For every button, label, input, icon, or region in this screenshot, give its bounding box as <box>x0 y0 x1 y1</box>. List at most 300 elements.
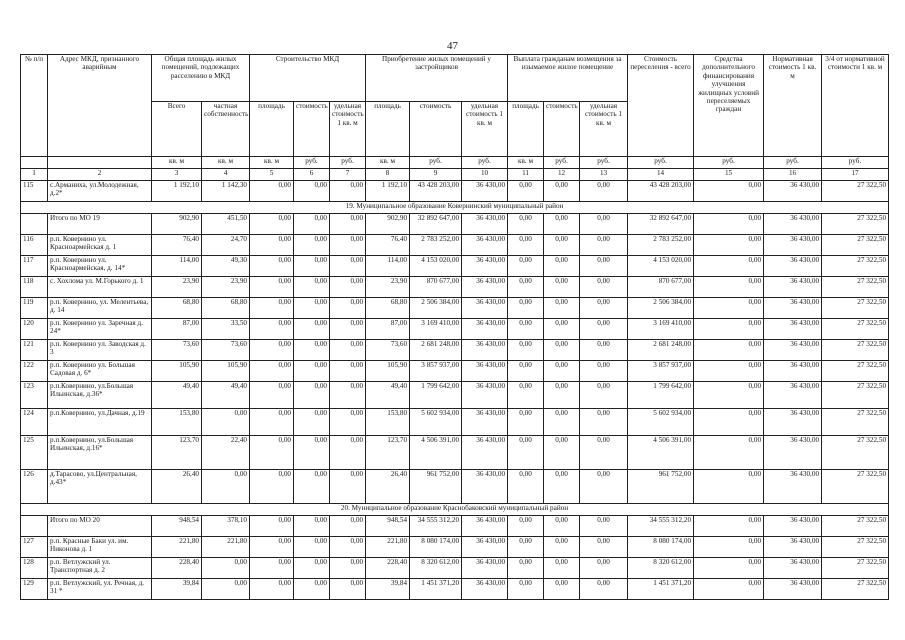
table-row <box>21 558 889 579</box>
value-cell: 36 430,00 <box>462 181 508 202</box>
value-cell: 0,00 <box>694 382 764 409</box>
value-cell: 34 555 312,20 <box>628 516 694 537</box>
column-number-cell: 2 <box>48 169 152 181</box>
address-cell: с. Хохлома ул. М.Горького д. 1 <box>48 277 152 298</box>
value-cell: 0,00 <box>694 319 764 340</box>
table-row <box>21 181 889 202</box>
column-number-cell: 14 <box>628 169 694 181</box>
page-number: 47 <box>447 40 458 52</box>
value-cell: 0,00 <box>508 235 544 256</box>
value-cell: 36 430,00 <box>462 436 508 470</box>
header-extra-funding: Средства дополнительного финансирования улучшения жилищных условий переселяемых граждан <box>694 55 764 157</box>
value-cell: 27 322,50 <box>822 361 889 382</box>
value-cell: 961 752,00 <box>410 470 462 504</box>
value-cell: 3 169 410,00 <box>410 319 462 340</box>
value-cell: 36 430,00 <box>764 361 822 382</box>
value-cell: 27 322,50 <box>822 409 889 436</box>
column-number-cell: 13 <box>580 169 628 181</box>
value-cell: 0,00 <box>330 382 366 409</box>
value-cell: 0,00 <box>250 470 294 504</box>
value-cell: 36 430,00 <box>764 516 822 537</box>
value-cell: 961 752,00 <box>628 470 694 504</box>
header-address: Адрес МКД, признанного аварийным <box>48 55 152 157</box>
value-cell: 36 430,00 <box>462 277 508 298</box>
address-cell: р.п. Ковернино, ул. Мелентьева, д. 14 <box>48 298 152 319</box>
value-cell: 0,00 <box>508 436 544 470</box>
header-number: № п/п <box>21 55 48 157</box>
value-cell: 22,40 <box>202 436 250 470</box>
address-cell: р.п. Ковернино ул. Красноармейская, д. 14* <box>48 256 152 277</box>
value-cell: 123,70 <box>152 436 202 470</box>
value-cell: 0,00 <box>694 214 764 235</box>
value-cell: 36 430,00 <box>764 235 822 256</box>
value-cell: 0,00 <box>508 319 544 340</box>
value-cell: 36 430,00 <box>462 235 508 256</box>
value-cell: 36 430,00 <box>462 470 508 504</box>
value-cell: 0,00 <box>544 340 580 361</box>
value-cell: 27 322,50 <box>822 319 889 340</box>
value-cell: 5 602 934,00 <box>410 409 462 436</box>
value-cell: 0,00 <box>250 537 294 558</box>
column-number-cell: 1 <box>21 169 48 181</box>
table-row <box>21 579 889 600</box>
value-cell: 27 322,50 <box>822 181 889 202</box>
resettlement-table-sheet <box>20 54 888 600</box>
table-body <box>21 181 889 600</box>
value-cell: 0,00 <box>694 516 764 537</box>
value-cell: 8 320 612,00 <box>628 558 694 579</box>
value-cell: 0,00 <box>508 214 544 235</box>
column-numbers-row <box>21 169 889 181</box>
value-cell: 0,00 <box>508 382 544 409</box>
value-cell: 0,00 <box>508 256 544 277</box>
column-number-cell: 5 <box>250 169 294 181</box>
value-cell: 0,00 <box>508 340 544 361</box>
unit-cell: руб. <box>694 157 764 169</box>
value-cell: 0,00 <box>580 409 628 436</box>
value-cell: 27 322,50 <box>822 277 889 298</box>
unit-cell: руб. <box>764 157 822 169</box>
value-cell: 27 322,50 <box>822 516 889 537</box>
value-cell: 0,00 <box>580 516 628 537</box>
unit-cell <box>21 157 48 169</box>
value-cell: 0,00 <box>580 436 628 470</box>
column-number-cell: 10 <box>462 169 508 181</box>
value-cell: 3 857 937,00 <box>628 361 694 382</box>
subheader-payout-unit-cost: удельная стоимость 1 кв. м <box>580 102 628 157</box>
value-cell: 36 430,00 <box>764 579 822 600</box>
unit-cell: руб. <box>462 157 508 169</box>
value-cell: 68,80 <box>366 298 410 319</box>
address-cell: р.п. Ветлужский, ул. Речная, д. 31 * <box>48 579 152 600</box>
row-number-cell: 128 <box>21 558 48 579</box>
value-cell: 36 430,00 <box>462 256 508 277</box>
value-cell: 36 430,00 <box>764 436 822 470</box>
value-cell: 36 430,00 <box>764 558 822 579</box>
value-cell: 4 506 391,00 <box>410 436 462 470</box>
value-cell: 0,00 <box>330 537 366 558</box>
table-row <box>21 436 889 470</box>
address-cell: р.п. Ковернино ул. Красноармейская д. 1 <box>48 235 152 256</box>
value-cell: 36 430,00 <box>462 298 508 319</box>
value-cell: 49,40 <box>366 382 410 409</box>
unit-cell: руб. <box>822 157 889 169</box>
value-cell: 1 451 371,20 <box>628 579 694 600</box>
column-number-cell: 12 <box>544 169 580 181</box>
value-cell: 1 451 371,20 <box>410 579 462 600</box>
value-cell: 36 430,00 <box>462 382 508 409</box>
value-cell: 36 430,00 <box>462 558 508 579</box>
value-cell: 36 430,00 <box>764 409 822 436</box>
value-cell: 0,00 <box>250 256 294 277</box>
value-cell: 0,00 <box>544 256 580 277</box>
value-cell: 0,00 <box>508 470 544 504</box>
address-cell: с.Арманиха, ул.Молодежная, д.2* <box>48 181 152 202</box>
value-cell: 4 153 020,00 <box>410 256 462 277</box>
value-cell: 8 080 174,00 <box>628 537 694 558</box>
header-cost-total: Стоимость переселения - всего <box>628 55 694 157</box>
value-cell: 0,00 <box>250 319 294 340</box>
value-cell: 0,00 <box>544 436 580 470</box>
value-cell: 73,60 <box>152 340 202 361</box>
value-cell: 36 430,00 <box>764 470 822 504</box>
row-number-cell: 123 <box>21 382 48 409</box>
section-row <box>21 202 889 214</box>
value-cell: 1 142,30 <box>202 181 250 202</box>
value-cell: 36 430,00 <box>462 361 508 382</box>
value-cell: 228,40 <box>152 558 202 579</box>
value-cell: 27 322,50 <box>822 382 889 409</box>
subheader-private: частная собственность <box>202 102 250 157</box>
value-cell: 0,00 <box>544 516 580 537</box>
value-cell: 451,50 <box>202 214 250 235</box>
value-cell: 0,00 <box>294 319 330 340</box>
row-number-cell: 129 <box>21 579 48 600</box>
value-cell: 0,00 <box>580 319 628 340</box>
value-cell: 0,00 <box>544 214 580 235</box>
value-cell: 0,00 <box>694 436 764 470</box>
column-number-cell: 4 <box>202 169 250 181</box>
unit-cell: кв. м <box>202 157 250 169</box>
header-purchase: Приобретение жилых помещений у застройщиков <box>366 55 508 102</box>
value-cell: 36 430,00 <box>764 256 822 277</box>
table-row <box>21 256 889 277</box>
value-cell: 36 430,00 <box>462 537 508 558</box>
value-cell: 0,00 <box>202 470 250 504</box>
value-cell: 0,00 <box>544 277 580 298</box>
value-cell: 0,00 <box>544 361 580 382</box>
value-cell: 49,40 <box>152 382 202 409</box>
unit-cell: кв. м <box>508 157 544 169</box>
unit-cell: кв. м <box>152 157 202 169</box>
value-cell: 68,80 <box>152 298 202 319</box>
address-cell: р.п. Красные Баки ул. им. Никонова д. 1 <box>48 537 152 558</box>
value-cell: 0,00 <box>694 298 764 319</box>
table-header <box>21 55 889 181</box>
unit-cell: руб. <box>628 157 694 169</box>
value-cell: 0,00 <box>580 340 628 361</box>
value-cell: 27 322,50 <box>822 256 889 277</box>
row-number-cell: 119 <box>21 298 48 319</box>
value-cell: 0,00 <box>294 436 330 470</box>
header-three-quarter-cost: 3/4 от нормативной стоимости 1 кв. м <box>822 55 889 157</box>
value-cell: 0,00 <box>508 537 544 558</box>
value-cell: 36 430,00 <box>764 277 822 298</box>
value-cell: 0,00 <box>330 298 366 319</box>
value-cell: 0,00 <box>508 361 544 382</box>
row-number-cell: 121 <box>21 340 48 361</box>
value-cell: 1 799 642,00 <box>410 382 462 409</box>
address-cell: р.п.Ковернино, ул.Большая Ильинская, д.36* <box>48 382 152 409</box>
value-cell: 36 430,00 <box>764 319 822 340</box>
value-cell: 0,00 <box>202 558 250 579</box>
value-cell: 123,70 <box>366 436 410 470</box>
value-cell: 68,80 <box>202 298 250 319</box>
value-cell: 0,00 <box>580 382 628 409</box>
value-cell: 0,00 <box>694 409 764 436</box>
value-cell: 36 430,00 <box>462 214 508 235</box>
column-number-cell: 16 <box>764 169 822 181</box>
table-row <box>21 516 889 537</box>
value-cell: 0,00 <box>294 340 330 361</box>
value-cell: 0,00 <box>330 181 366 202</box>
value-cell: 0,00 <box>294 537 330 558</box>
value-cell: 0,00 <box>580 256 628 277</box>
value-cell: 43 428 203,00 <box>628 181 694 202</box>
subheader-purchase-unit-cost: удельная стоимость 1 кв. м <box>462 102 508 157</box>
value-cell: 0,00 <box>508 579 544 600</box>
value-cell: 0,00 <box>694 235 764 256</box>
value-cell: 26,40 <box>152 470 202 504</box>
column-number-cell: 3 <box>152 169 202 181</box>
value-cell: 36 430,00 <box>462 340 508 361</box>
value-cell: 33,50 <box>202 319 250 340</box>
value-cell: 0,00 <box>294 277 330 298</box>
row-number-cell: 116 <box>21 235 48 256</box>
value-cell: 27 322,50 <box>822 340 889 361</box>
value-cell: 27 322,50 <box>822 214 889 235</box>
value-cell: 0,00 <box>580 298 628 319</box>
value-cell: 32 892 647,00 <box>410 214 462 235</box>
address-cell: р.п. Ковернино ул. Заводская д. 3 <box>48 340 152 361</box>
value-cell: 4 153 020,00 <box>628 256 694 277</box>
value-cell: 8 080 174,00 <box>410 537 462 558</box>
value-cell: 0,00 <box>544 382 580 409</box>
value-cell: 3 169 410,00 <box>628 319 694 340</box>
header-norm-cost: Нормативная стоимость 1 кв. м <box>764 55 822 157</box>
unit-cell: руб. <box>544 157 580 169</box>
table-row <box>21 382 889 409</box>
value-cell: 0,00 <box>580 235 628 256</box>
value-cell: 0,00 <box>694 470 764 504</box>
column-number-cell: 17 <box>822 169 889 181</box>
value-cell: 0,00 <box>330 409 366 436</box>
column-number-cell: 7 <box>330 169 366 181</box>
value-cell: 0,00 <box>544 409 580 436</box>
value-cell: 36 430,00 <box>462 409 508 436</box>
value-cell: 0,00 <box>250 382 294 409</box>
value-cell: 0,00 <box>544 537 580 558</box>
value-cell: 73,60 <box>202 340 250 361</box>
value-cell: 0,00 <box>694 579 764 600</box>
value-cell: 0,00 <box>250 181 294 202</box>
value-cell: 0,00 <box>294 214 330 235</box>
value-cell: 0,00 <box>294 382 330 409</box>
subheader-payout-area: площадь <box>508 102 544 157</box>
row-number-cell: 118 <box>21 277 48 298</box>
section-row <box>21 504 889 516</box>
value-cell: 23,90 <box>152 277 202 298</box>
subheader-payout-cost: стоимость <box>544 102 580 157</box>
value-cell: 0,00 <box>202 409 250 436</box>
resettlement-table <box>20 54 889 600</box>
value-cell: 36 430,00 <box>764 181 822 202</box>
unit-cell: руб. <box>580 157 628 169</box>
value-cell: 36 430,00 <box>764 214 822 235</box>
value-cell: 0,00 <box>330 558 366 579</box>
column-number-cell: 11 <box>508 169 544 181</box>
value-cell: 0,00 <box>250 409 294 436</box>
value-cell: 0,00 <box>294 298 330 319</box>
row-number-cell: 124 <box>21 409 48 436</box>
value-cell: 0,00 <box>294 579 330 600</box>
value-cell: 0,00 <box>294 470 330 504</box>
subheader-construction-area: площадь <box>250 102 294 157</box>
value-cell: 0,00 <box>330 256 366 277</box>
value-cell: 36 430,00 <box>764 298 822 319</box>
value-cell: 27 322,50 <box>822 235 889 256</box>
value-cell: 0,00 <box>202 579 250 600</box>
column-number-cell: 15 <box>694 169 764 181</box>
value-cell: 23,90 <box>366 277 410 298</box>
value-cell: 1 192,10 <box>366 181 410 202</box>
value-cell: 49,40 <box>202 382 250 409</box>
value-cell: 0,00 <box>508 181 544 202</box>
value-cell: 24,70 <box>202 235 250 256</box>
value-cell: 105,90 <box>366 361 410 382</box>
value-cell: 43 428 203,00 <box>410 181 462 202</box>
value-cell: 3 857 937,00 <box>410 361 462 382</box>
value-cell: 0,00 <box>694 558 764 579</box>
header-payout: Выплата гражданам возмещения за изымаемое жилое помещение <box>508 55 628 102</box>
value-cell: 105,90 <box>202 361 250 382</box>
value-cell: 0,00 <box>330 235 366 256</box>
value-cell: 27 322,50 <box>822 558 889 579</box>
value-cell: 0,00 <box>544 235 580 256</box>
address-cell: р.п.Ковернино, ул.Большая Ильинская, д.16* <box>48 436 152 470</box>
value-cell: 27 322,50 <box>822 470 889 504</box>
value-cell: 0,00 <box>694 340 764 361</box>
value-cell: 0,00 <box>694 256 764 277</box>
column-number-cell: 6 <box>294 169 330 181</box>
table-row <box>21 537 889 558</box>
value-cell: 27 322,50 <box>822 579 889 600</box>
value-cell: 1 799 642,00 <box>628 382 694 409</box>
value-cell: 26,40 <box>366 470 410 504</box>
table-row <box>21 361 889 382</box>
value-cell: 0,00 <box>330 319 366 340</box>
value-cell: 0,00 <box>250 361 294 382</box>
value-cell: 76,40 <box>152 235 202 256</box>
value-cell: 8 320 612,00 <box>410 558 462 579</box>
value-cell: 0,00 <box>694 537 764 558</box>
value-cell: 0,00 <box>250 214 294 235</box>
table-row <box>21 298 889 319</box>
value-cell: 0,00 <box>544 298 580 319</box>
value-cell: 0,00 <box>250 516 294 537</box>
value-cell: 36 430,00 <box>764 537 822 558</box>
column-number-cell: 8 <box>366 169 410 181</box>
value-cell: 73,60 <box>366 340 410 361</box>
row-number-cell: 125 <box>21 436 48 470</box>
value-cell: 0,00 <box>294 361 330 382</box>
value-cell: 0,00 <box>250 436 294 470</box>
value-cell: 0,00 <box>250 277 294 298</box>
value-cell: 0,00 <box>330 516 366 537</box>
section-title: 19. Муниципальное образование Ковернинский муниципальный район <box>21 202 889 214</box>
value-cell: 76,40 <box>366 235 410 256</box>
value-cell: 27 322,50 <box>822 298 889 319</box>
value-cell: 0,00 <box>580 277 628 298</box>
value-cell: 0,00 <box>508 277 544 298</box>
unit-cell: кв. м <box>250 157 294 169</box>
value-cell: 0,00 <box>694 361 764 382</box>
value-cell: 0,00 <box>330 579 366 600</box>
unit-cell <box>48 157 152 169</box>
value-cell: 32 892 647,00 <box>628 214 694 235</box>
value-cell: 2 681 248,00 <box>410 340 462 361</box>
value-cell: 0,00 <box>250 298 294 319</box>
value-cell: 0,00 <box>544 579 580 600</box>
value-cell: 49,30 <box>202 256 250 277</box>
value-cell: 27 322,50 <box>822 436 889 470</box>
value-cell: 27 322,50 <box>822 537 889 558</box>
row-number-cell: 126 <box>21 470 48 504</box>
value-cell: 0,00 <box>580 181 628 202</box>
value-cell: 2 681 248,00 <box>628 340 694 361</box>
table-row <box>21 409 889 436</box>
value-cell: 0,00 <box>294 409 330 436</box>
value-cell: 0,00 <box>330 214 366 235</box>
value-cell: 221,80 <box>202 537 250 558</box>
table-row <box>21 340 889 361</box>
value-cell: 39,84 <box>366 579 410 600</box>
table-row <box>21 319 889 340</box>
address-cell: р.п. Ковернино ул. Заречная д. 24* <box>48 319 152 340</box>
value-cell: 2 783 252,00 <box>628 235 694 256</box>
value-cell: 0,00 <box>580 537 628 558</box>
subheader-construction-unit-cost: удельная стоимость 1 кв. м <box>330 102 366 157</box>
unit-cell: руб. <box>330 157 366 169</box>
unit-cell: кв. м <box>366 157 410 169</box>
value-cell: 0,00 <box>330 340 366 361</box>
value-cell: 23,90 <box>202 277 250 298</box>
table-row <box>21 214 889 235</box>
value-cell: 221,80 <box>152 537 202 558</box>
address-cell: р.п.Ковернино, ул.Дачная, д.19 <box>48 409 152 436</box>
value-cell: 39,84 <box>152 579 202 600</box>
value-cell: 114,00 <box>366 256 410 277</box>
table-row <box>21 470 889 504</box>
value-cell: 0,00 <box>250 558 294 579</box>
value-cell: 0,00 <box>580 361 628 382</box>
value-cell: 0,00 <box>544 181 580 202</box>
value-cell: 0,00 <box>330 277 366 298</box>
row-number-cell: 117 <box>21 256 48 277</box>
value-cell: 36 430,00 <box>462 579 508 600</box>
unit-cell: руб. <box>294 157 330 169</box>
value-cell: 36 430,00 <box>462 516 508 537</box>
